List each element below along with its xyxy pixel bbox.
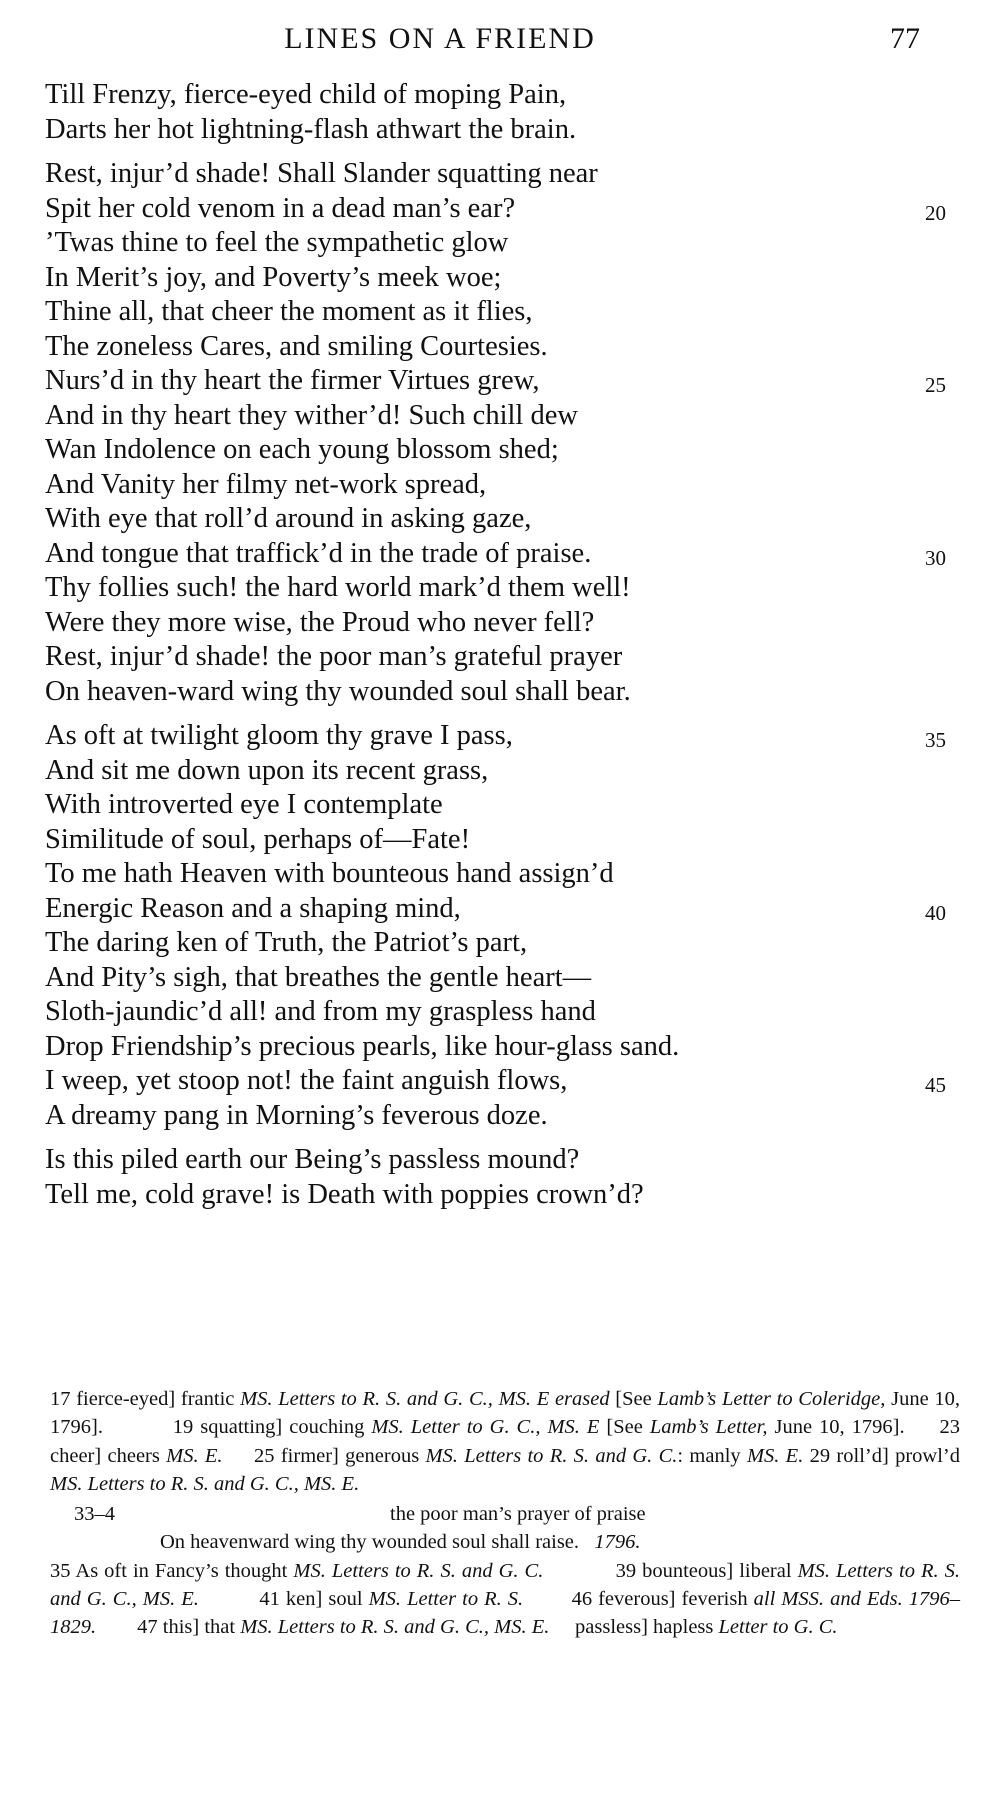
note-41: 41 ken] soul MS. Letter to R. S. (259, 1588, 524, 1611)
line-number: 40 (925, 900, 946, 925)
poem-line (45, 788, 965, 823)
note-29: 29 roll’d] prowl’d MS. Letters to R. S. and G. C., MS. E. (50, 1444, 961, 1495)
poem-line (45, 606, 965, 641)
line-number: 20 (925, 200, 946, 225)
stanza (45, 719, 965, 1133)
poem-line-text: Till Frenzy, fierce-eyed child of moping Pain, (45, 79, 567, 110)
stanza (45, 157, 965, 709)
variant-label: 33–4 (74, 1503, 115, 1526)
running-title: LINES ON A FRIEND (284, 22, 596, 55)
footnote-block-2 (50, 1557, 960, 1642)
poem-line (45, 571, 965, 606)
note-35: 35 As oft in Fancy’s thought MS. Letters to R. S. and G. C. (50, 1559, 544, 1582)
poem-line-text: Rest, injur’d shade! Shall Slander squatting near (45, 158, 598, 189)
poem-line (45, 399, 965, 434)
variant-line-1: the poor man’s prayer of praise (390, 1503, 646, 1526)
poem-line (45, 640, 965, 675)
footnote-block-1 (50, 1385, 960, 1498)
poem-line (45, 468, 965, 503)
poem-line-text: Is this piled earth our Being’s passless mound? (45, 1144, 580, 1175)
poem-line-text: With introverted eye I contemplate (45, 789, 443, 820)
note-19: 19 squatting] couching MS. Letter to G. C., MS. E [See Lamb’s Letter, June 10, 1796]. (172, 1416, 905, 1439)
line-number: 30 (925, 545, 946, 570)
variant-line-2: On heavenward wing thy wounded soul shall raise. 1796. (160, 1531, 641, 1554)
poem-line-text: Rest, injur’d shade! the poor man’s grateful prayer (45, 641, 623, 672)
poem-line (45, 113, 965, 148)
poem-line (45, 995, 965, 1030)
page-header (0, 22, 1000, 62)
poem-line (45, 926, 965, 961)
poem-line (45, 1099, 965, 1134)
poem-line-text: Spit her cold venom in a dead man’s ear? (45, 192, 516, 224)
note-17: 17 fierce-eyed] frantic MS. Letters to R. S. and G. C., MS. E erased [See Lamb’s Letter to Coleridge, June 10, 1796]. (50, 1388, 960, 1439)
poem-line-text: And Pity’s sigh, that breathes the gentle heart— (45, 961, 592, 993)
poem-line-text: The daring ken of Truth, the Patriot’s part, (45, 927, 528, 958)
poem-line-text: And sit me down upon its recent grass, (45, 754, 489, 786)
stanza (45, 78, 965, 147)
poem-line-text: Thine all, that cheer the moment as it flies, (45, 296, 533, 327)
note-23: 23 cheer] cheers MS. E. (50, 1416, 960, 1467)
poem-line-text: Sloth-jaundic’d all! and from my graspless hand (45, 996, 596, 1027)
poem-line-text: I weep, yet stoop not! the faint anguish flows, (45, 1065, 568, 1096)
poem-line (45, 961, 965, 996)
poem-line (45, 502, 965, 537)
poem-line (45, 78, 965, 113)
poem-line-text: Darts her hot lightning-flash athwart the brain. (45, 113, 577, 145)
poem-line (45, 754, 965, 789)
poem-line (45, 675, 965, 710)
poem-line-text: With eye that roll’d around in asking gaze, (45, 503, 532, 534)
poem-line-text: ’Twas thine to feel the sympathetic glow (45, 227, 509, 258)
poem-line (45, 433, 965, 468)
note-46: 46 feverous] feverish all MSS. and Eds. 1796–1829. (50, 1588, 961, 1639)
poem-line-text: Energic Reason and a shaping mind, (45, 892, 461, 924)
poem-line (45, 537, 965, 572)
line-number: 25 (925, 373, 946, 397)
poem-line-text: Tell me, cold grave! is Death with poppies crown’d? (45, 1178, 644, 1210)
poem-line (45, 892, 965, 927)
poem-line (45, 364, 965, 399)
note-25: 25 firmer] generous MS. Letters to R. S. and G. C.: manly MS. E. (254, 1444, 804, 1467)
line-number: 35 (925, 728, 946, 752)
poem-line-text: Drop Friendship’s precious pearls, like hour-glass sand. (45, 1030, 680, 1062)
poem-line (45, 226, 965, 261)
poem-line (45, 1143, 965, 1178)
poem-line (45, 295, 965, 330)
poem-line (45, 1178, 965, 1213)
poem-line-text: In Merit’s joy, and Poverty’s meek woe; (45, 261, 502, 293)
poem-line-text: And in thy heart they wither’d! Such chill dew (45, 399, 578, 431)
page-number: 77 (890, 22, 920, 55)
poem-line-text: Were they more wise, the Proud who never fell? (45, 606, 595, 638)
poem-line (45, 1064, 965, 1099)
poem-line (45, 192, 965, 227)
line-number: 45 (925, 1073, 946, 1097)
poem-line-text: And tongue that traffick’d in the trade of praise. (45, 537, 592, 569)
poem-line-text: Wan Indolence on each young blossom shed; (45, 434, 559, 465)
note-39: 39 bounteous] liberal MS. Letters to R. S. and G. C., MS. E. (50, 1559, 961, 1611)
poem-line-text: The zoneless Cares, and smiling Courtesies. (45, 330, 548, 362)
variant-33-34 (50, 1500, 960, 1557)
poem-line-text: Thy follies such! the hard world mark’d them well! (45, 572, 631, 603)
poem-line-text: As oft at twilight gloom thy grave I pass, (45, 720, 513, 751)
poem-body (45, 78, 965, 1212)
poem-line (45, 1030, 965, 1065)
footnotes (50, 1385, 960, 1642)
poem-line-text: On heaven-ward wing thy wounded soul shall bear. (45, 675, 631, 707)
poem-line-text: Nurs’d in thy heart the firmer Virtues grew, (45, 365, 540, 396)
note-47: 47 this] that MS. Letters to R. S. and G. C., MS. E. passless] hapless Letter to G. C. (137, 1616, 838, 1639)
stanza (45, 1143, 965, 1212)
poem-line (45, 857, 965, 892)
poem-line-text: And Vanity her filmy net-work spread, (45, 468, 487, 500)
poem-line (45, 719, 965, 754)
poem-line-text: To me hath Heaven with bounteous hand assign’d (45, 858, 614, 889)
poem-line-text: A dreamy pang in Morning’s feverous doze. (45, 1099, 548, 1131)
poem-line (45, 823, 965, 858)
poem-line (45, 261, 965, 296)
poem-line (45, 330, 965, 365)
poem-line-text: Similitude of soul, perhaps of—Fate! (45, 823, 471, 855)
poem-line (45, 157, 965, 192)
